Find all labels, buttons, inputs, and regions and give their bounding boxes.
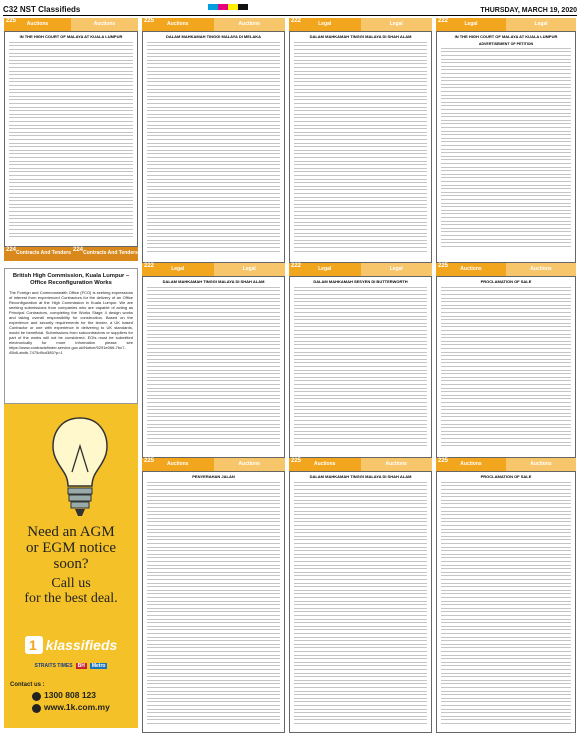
notice-title-8: DALAM MAHKAMAH TINGGI MALAYA DI SHAH ALAM xyxy=(309,474,412,479)
legal-tab-8[interactable]: Legal xyxy=(506,18,576,31)
contracts-tab[interactable]: 224 Contracts And Tenders xyxy=(4,247,71,261)
lightbulb-icon xyxy=(44,412,116,524)
legal-tab-2[interactable]: Legal xyxy=(214,263,286,276)
legal-tab[interactable]: 222 Legal xyxy=(144,263,185,272)
legal-tab-3[interactable]: 222 Legal xyxy=(291,18,332,27)
klassifieds-k-icon xyxy=(25,636,43,654)
court-notice-shah-alam-2 xyxy=(142,276,285,458)
auctions-band-5 xyxy=(436,458,576,471)
black-swatch xyxy=(238,4,248,10)
notice-body-text-3 xyxy=(441,48,571,248)
legal-band-3 xyxy=(289,263,432,276)
ad-line-5: for the best deal. xyxy=(24,591,118,606)
auctions-tab-3[interactable]: 225 Auctions xyxy=(144,18,189,27)
auctions-tab-7[interactable]: 225 Auctions xyxy=(291,458,336,467)
court-notice-shah-alam xyxy=(289,31,432,263)
yellow-swatch xyxy=(228,4,238,10)
proclamation-of-sale-2 xyxy=(436,471,576,733)
column-3 xyxy=(289,18,432,733)
notice-title-1: DALAM MAHKAMAH TINGGI MALAYA DI SHAH ALAM xyxy=(309,34,412,39)
auctions-tab-12[interactable]: Auctions xyxy=(506,458,576,471)
issue-date: THURSDAY, MARCH 19, 2020 xyxy=(480,7,577,14)
notice-title-7: PENYERAHAN JALAN xyxy=(192,474,235,479)
notice-body-text-4 xyxy=(147,287,280,449)
page-header xyxy=(3,3,577,16)
cyan-swatch xyxy=(208,4,218,10)
auctions-band-4 xyxy=(436,263,576,276)
contracts-tab-2[interactable]: 224 Contracts And Tenders xyxy=(71,247,138,261)
auctions-tab-4[interactable]: Auctions xyxy=(214,18,286,31)
court-notice-left xyxy=(4,31,138,247)
notice-body-text xyxy=(9,42,133,238)
auctions-tab-2[interactable]: Auctions xyxy=(71,18,138,31)
petition-title: ADVERTISEMENT OF PETITION xyxy=(478,41,534,46)
proclamation-of-sale-1 xyxy=(436,276,576,458)
tender-title: British High Commission, Kuala Lumpur – Office Reconfiguration Works xyxy=(12,273,130,286)
auctions-tab[interactable]: 225 Auctions xyxy=(6,18,49,27)
notice-title-4: DALAM MAHKAMAH TINGGI MALAYA DI SHAH ALAM xyxy=(162,279,265,284)
ad-line-4: Call us xyxy=(51,576,91,591)
category-band-2 xyxy=(142,18,285,31)
notice-body-text-1 xyxy=(294,42,427,254)
paper-logo-st: STRAITS TIMES xyxy=(34,663,73,669)
globe-icon xyxy=(32,704,41,713)
auctions-tab-8[interactable]: Auctions xyxy=(361,458,433,471)
notice-body-text-5 xyxy=(294,287,427,449)
contact-phone[interactable]: 1300 808 123 xyxy=(44,690,96,700)
notice-title: IN THE HIGH COURT OF MALAYA AT KUALA LUMPUR xyxy=(19,34,123,39)
auctions-band-3 xyxy=(289,458,432,471)
notice-body-text-9 xyxy=(441,482,571,724)
klassifieds-logo xyxy=(16,632,126,658)
court-notice-butterworth xyxy=(289,276,432,458)
legal-band-4 xyxy=(436,18,576,31)
court-notice-melaka xyxy=(142,31,285,263)
column-1 xyxy=(4,18,138,261)
phone-icon xyxy=(32,692,41,701)
legal-band-2 xyxy=(289,18,432,31)
notice-body-text-8 xyxy=(294,482,427,724)
notice-body-text-6 xyxy=(441,287,571,449)
column-4 xyxy=(436,18,576,733)
magenta-swatch xyxy=(218,4,228,10)
section-title: C32 NST Classifieds xyxy=(3,5,81,14)
paper-logo-bh: BH xyxy=(77,663,85,669)
auctions-tab-6[interactable]: Auctions xyxy=(214,458,286,471)
svg-text:1: 1 xyxy=(28,637,37,653)
color-registration-bar xyxy=(208,4,248,10)
brand-name: klassifieds xyxy=(45,637,118,653)
tender-advertisement xyxy=(4,268,138,404)
column-2 xyxy=(142,18,285,733)
notice-body-text-7 xyxy=(147,482,280,724)
notice-title-6: PROCLAMATION OF SALE xyxy=(480,279,532,284)
paper-logo-metro: Metro xyxy=(91,663,106,669)
auctions-band-2 xyxy=(142,458,285,471)
legal-tab-7[interactable]: 222 Legal xyxy=(438,18,478,27)
contact-website[interactable]: www.1k.com.my xyxy=(44,702,110,712)
auctions-tab-5[interactable]: 225 Auctions xyxy=(144,458,189,467)
ad-line-3: soon? xyxy=(53,556,89,572)
legal-tab-4[interactable]: Legal xyxy=(361,18,433,31)
auctions-tab-9[interactable]: 225 Auctions xyxy=(438,263,482,272)
ad-callout xyxy=(4,576,138,606)
newspaper-logos xyxy=(14,660,128,672)
legal-tab-5[interactable]: 222 Legal xyxy=(291,263,332,272)
ad-line-1: Need an AGM xyxy=(27,524,115,540)
notice-title-3: IN THE HIGH COURT OF MALAYA AT KUALA LUMPUR xyxy=(454,34,558,39)
notice-title-5: DALAM MAHKAMAH SESYEN DI BUTTERWORTH xyxy=(313,279,408,284)
court-notice-shah-alam-3 xyxy=(289,471,432,733)
notice-title-9: PROCLAMATION OF SALE xyxy=(480,474,532,479)
category-band xyxy=(4,18,138,31)
notice-body-text-2 xyxy=(147,42,280,254)
ad-headline xyxy=(4,524,138,572)
legal-tab-6[interactable]: Legal xyxy=(361,263,433,276)
winding-up-petition xyxy=(436,31,576,263)
contracts-band xyxy=(4,247,138,261)
road-surrender-notice xyxy=(142,471,285,733)
auctions-tab-11[interactable]: 225 Auctions xyxy=(438,458,482,467)
klassifieds-house-ad xyxy=(4,404,138,728)
ad-line-2: or EGM notice xyxy=(26,540,116,556)
notice-title-2: DALAM MAHKAMAH TINGGI MALAYA DI MELAKA xyxy=(165,34,262,39)
auctions-tab-10[interactable]: Auctions xyxy=(506,263,576,276)
tender-body: The Foreign and Commonwealth Office (FCO) is seeking expressions of interest from experienced Contractors for the delivery of an Office Reconfiguration at the High Commission in Kuala Lumpur. We are seeking submissions from companies who are capable of acting as Principal Contractors, completing the Works Stage 4 design works and taking overall responsibility for construction. Based on the experience and security requirements for the tender, a UK based Contractor or one with experience in delivering to UK standards, would be beneficial. Submissions from subcontractors or suppliers for part of the works will not be considered. EOIs must be submitted electronically for more information please see https://www.contractsfinder.service.gov.uk/Notice/5291e066-7bc7-45b8-abdb-7475d9cd385?p=1 xyxy=(9,290,133,355)
legal-band xyxy=(142,263,285,276)
contact-label: Contact us : xyxy=(10,682,45,688)
